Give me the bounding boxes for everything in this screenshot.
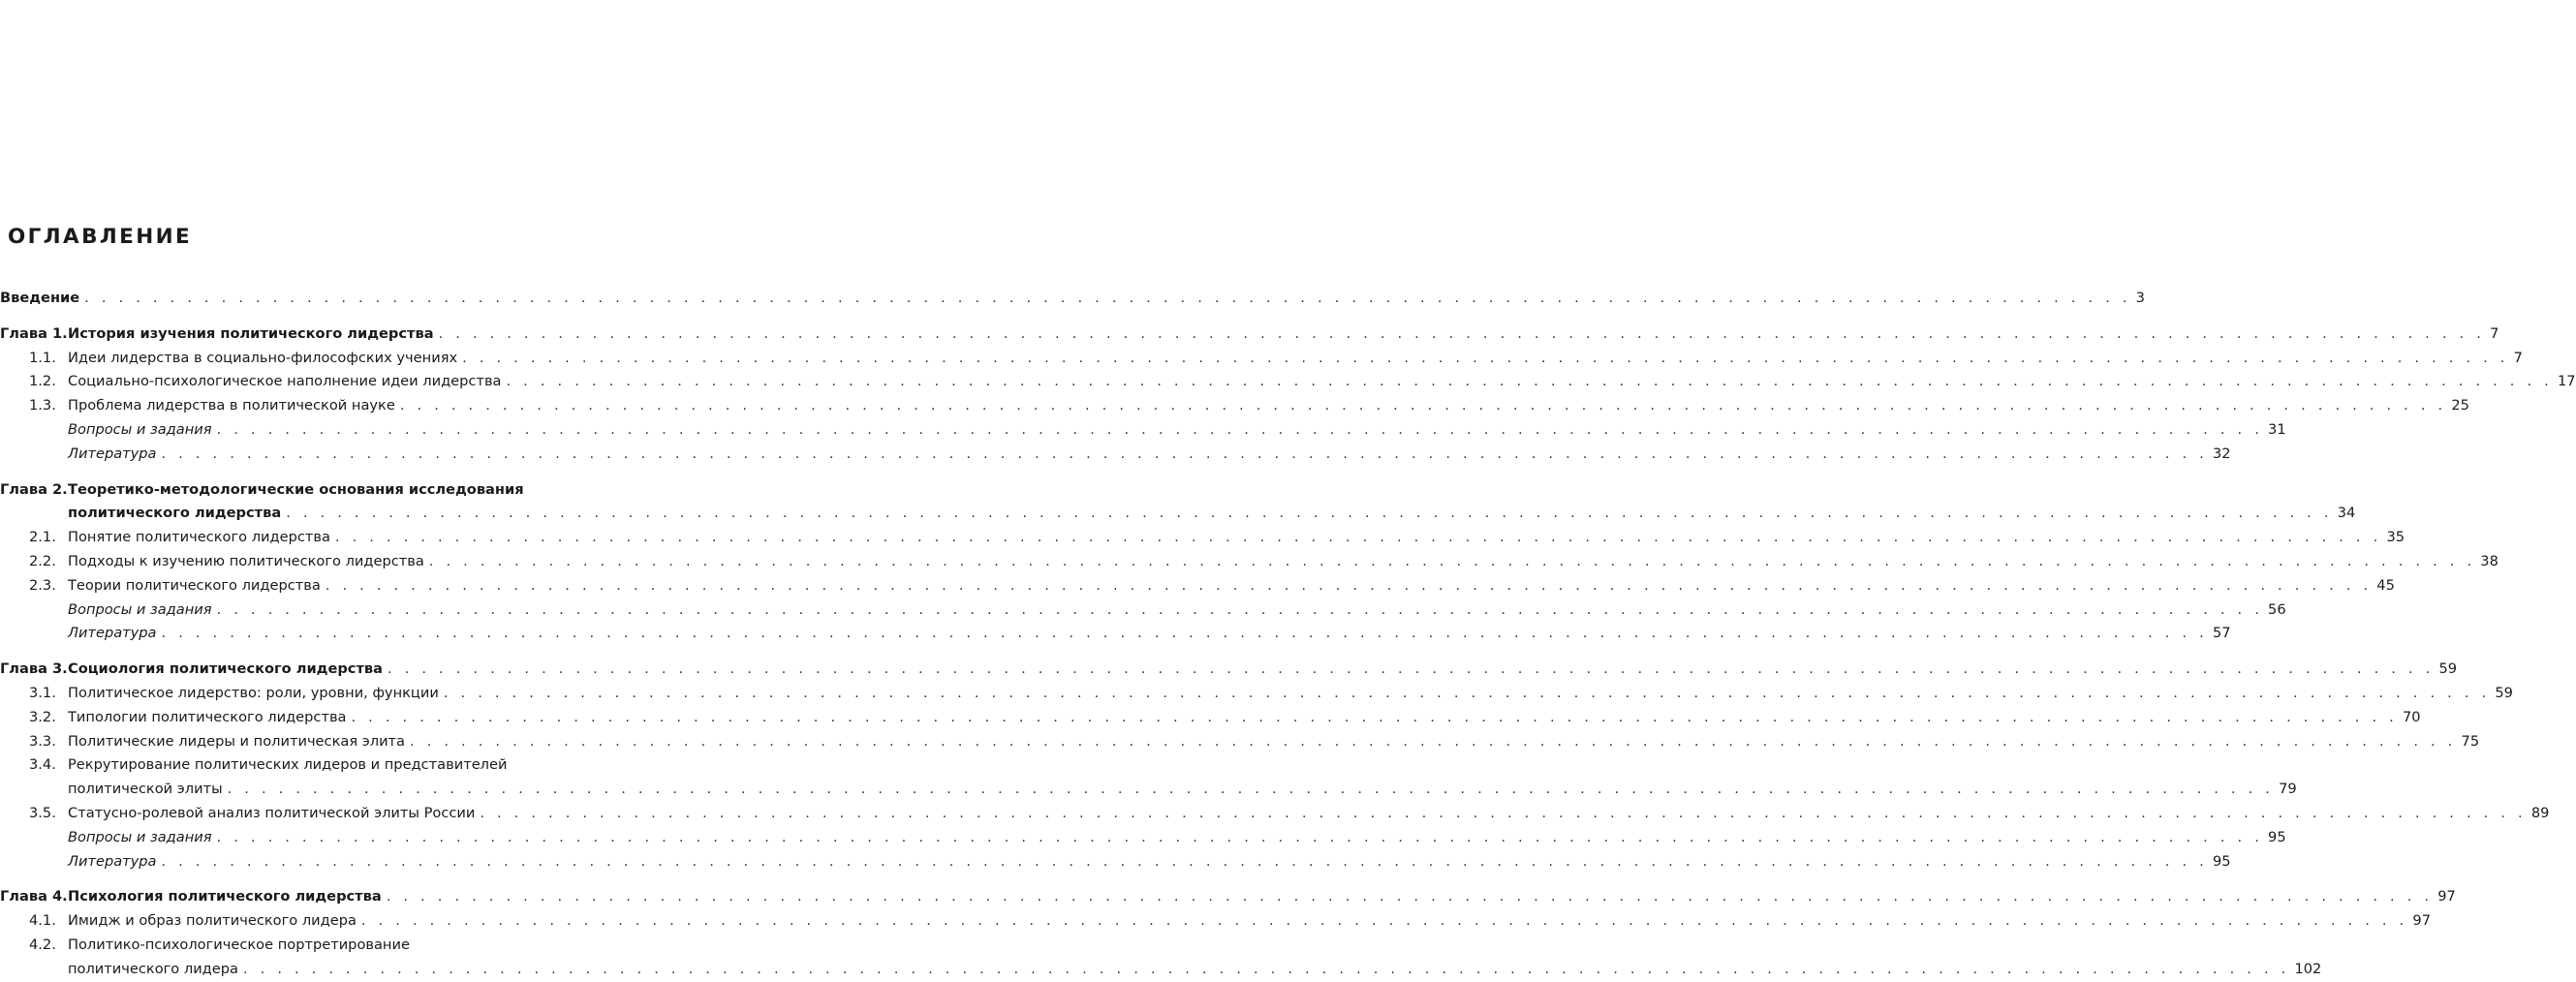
toc-entry-section[interactable] (0, 682, 2513, 706)
toc-gap (0, 311, 581, 322)
toc-entry-section[interactable] (0, 526, 2405, 550)
toc-entry-item[interactable] (0, 850, 2231, 875)
toc-entry-label: Социально-психологическое наполнение идеи лидерства (68, 373, 502, 390)
toc-entry-number: 3.2. (29, 708, 56, 725)
toc-entry-page: 7 (2490, 324, 2499, 342)
toc-entry-label: Социология политического лидерства (68, 660, 383, 678)
toc-entry-number: 2.3. (29, 576, 56, 594)
toc-entry-label-first-line: Рекрутирование политических лидеров и представителей (68, 756, 508, 774)
dot-leader: . . . . . . . . . . . . . . . . . . . . . . . . . . . . . . . . . . . . . . . . . . . . . . . . . . . . . . . . . . . . . . . . . . . . . . . . . . . . . . . . . . . . . . . . . . . . . . . . . . . . . . . . . . . . . . . . . . . . . . . . (227, 781, 2275, 798)
toc-entry-section[interactable] (0, 394, 2469, 418)
toc-entry-number: 2.2. (29, 552, 56, 569)
toc-entry-number: 4.1. (29, 912, 56, 930)
toc-entry-label: Политические лидеры и политическая элита (68, 732, 406, 750)
toc-entry-page: 102 (2294, 960, 2322, 977)
toc-entry-number: 2.1. (29, 529, 56, 546)
toc-entry-page: 34 (2337, 505, 2356, 522)
toc-entry-page: 95 (2268, 828, 2286, 845)
toc-entry-label: История изучения политического лидерства (68, 324, 434, 342)
toc-entry-label: политической элиты (68, 781, 223, 798)
toc-entry-number: 3.1. (29, 684, 56, 701)
toc-entry-item[interactable] (0, 418, 2286, 443)
toc-entry-label: Теории политического лидерства (68, 576, 321, 594)
toc-entry-label: Типологии политического лидерства (68, 708, 347, 725)
toc-entry-page: 59 (2438, 660, 2458, 678)
toc-entry-number: Глава 1. (0, 324, 68, 342)
toc-entry-chapter[interactable] (0, 658, 2458, 682)
toc-entry-label: Литература (68, 625, 157, 642)
dot-leader: . . . . . . . . . . . . . . . . . . . . . . . . . . . . . . . . . . . . . . . . . . . . . . . . . . . . . . . . . . . . . . . . . . . . . . . . . . . . . . . . . . . . . . . . . . . . . . . . . . . . . . . . . . . . . . . . . . . . . . . . (443, 684, 2491, 701)
toc-entry-page: 32 (2213, 445, 2231, 462)
toc-entry-number: 1.1. (29, 349, 56, 366)
dot-leader: . . . . . . . . . . . . . . . . . . . . . . . . . . . . . . . . . . . . . . . . . . . . . . . . . . . . . . . . . . . . . . . . . . . . . . . . . . . . . . . . . . . . . . . . . . . . . . . . . . . . . . . . . . . . . . . . . . . . . . . . (351, 708, 2399, 725)
toc-entry-label: Литература (68, 852, 157, 870)
dot-leader: . . . . . . . . . . . . . . . . . . . . . . . . . . . . . . . . . . . . . . . . . . . . . . . . . . . . . . . . . . . . . . . . . . . . . . . . . . . . . . . . . . . . . . . . . . . . . . . . . . . . . . . . . . . . . . . . . . . . . . . . (428, 552, 2476, 569)
toc-entry-number: Глава 3. (0, 660, 68, 678)
toc-entry-page: 70 (2403, 708, 2421, 725)
toc-entry-section[interactable] (0, 550, 2498, 574)
toc-entry-number: 3.3. (29, 732, 56, 750)
toc-entry-section[interactable] (0, 370, 2576, 394)
toc-entry-page: 56 (2268, 600, 2286, 618)
toc-entry-page: 25 (2451, 397, 2469, 414)
toc-entry-label: Введение (0, 290, 80, 306)
toc-entry-number: 1.3. (29, 397, 56, 414)
toc-entry-label: Вопросы и задания (68, 828, 212, 845)
toc-entry-label-first-line: Политико-психологическое портретирование (68, 936, 410, 953)
toc-entry-label: Понятие политического лидерства (68, 529, 330, 546)
toc-entry-page: 57 (2213, 625, 2231, 642)
toc-entry-label: Имидж и образ политического лидера (68, 912, 357, 930)
toc-entry-label: политического лидера (68, 960, 238, 977)
toc-entry-page: 17 (2558, 373, 2576, 390)
toc-entry-section[interactable] (0, 730, 2480, 754)
dot-leader: . . . . . . . . . . . . . . . . . . . . . . . . . . . . . . . . . . . . . . . . . . . . . . . . . . . . . . . . . . . . . . . . . . . . . . . . . . . . . . . . . . . . . . . . . . . . . . . . . . . . . . . . . . . . . . . . . . . . . . . . (334, 529, 2382, 546)
dot-leader: . . . . . . . . . . . . . . . . . . . . . . . . . . . . . . . . . . . . . . . . . . . . . . . . . . . . . . . . . . . . . . . . . . . . . . . . . . . . . . . . . . . . . . . . . . . . . . . . . . . . . . . . . . . . . . . . . . . . . . . . (386, 888, 2434, 905)
dot-leader: . . . . . . . . . . . . . . . . . . . . . . . . . . . . . . . . . . . . . . . . . . . . . . . . . . . . . . . . . . . . . . . . . . . . . . . . . . . . . . . . . . . . . . . . . . . . . . . . . . . . . . . . . . . . . . . . . . . . . . . . (216, 828, 2264, 845)
toc-entry-label: Политическое лидерство: роли, уровни, функции (68, 684, 439, 701)
toc-entry-item[interactable] (0, 598, 2286, 623)
dot-leader: . . . . . . . . . . . . . . . . . . . . . . . . . . . . . . . . . . . . . . . . . . . . . . . . . . . . . . . . . . . . . . . . . . . . . . . . . . . . . . . . . . . . . . . . . . . . . . . . . . . . . . . . . . . . . . . . . . . . . . . . (388, 660, 2435, 678)
toc-entry-section[interactable] (0, 802, 2550, 826)
dot-leader: . . . . . . . . . . . . . . . . . . . . . . . . . . . . . . . . . . . . . . . . . . . . . . . . . . . . . . . . . . . . . . . . . . . . . . . . . . . . . . . . . . . . . . . . . . . . . . . . . . . . . . . . . . . . . . . . . . . . . . . . (462, 349, 2509, 366)
toc-entry-number: 3.4. (29, 756, 56, 774)
dot-leader: . . . . . . . . . . . . . . . . . . . . . . . . . . . . . . . . . . . . . . . . . . . . . . . . . . . . . . . . . . . . . . . . . . . . . . . . . . . . . . . . . . . . . . . . . . . . . . . . . . . . . . . . . . . . . . . . . . . . . . . . (286, 505, 2333, 522)
dot-leader: . . . . . . . . . . . . . . . . . . . . . . . . . . . . . . . . . . . . . . . . . . . . . . . . . . . . . . . . . . . . . . . . . . . . . . . . . . . . . . . . . . . . . . . . . . . . . . . . . . . . . . . . . . . . . . . . . . . . . . . . (506, 373, 2554, 390)
dot-leader: . . . . . . . . . . . . . . . . . . . . . . . . . . . . . . . . . . . . . . . . . . . . . . . . . . . . . . . . . . . . . . . . . . . . . . . . . . . . . . . . . . . . . . . . . . . . . . . . . . . . . . . . . . . . . . . . . . . . . . . . (84, 290, 2131, 306)
toc-entry-section[interactable] (0, 934, 2322, 982)
toc-entry-page: 95 (2213, 852, 2231, 870)
dot-leader: . . . . . . . . . . . . . . . . . . . . . . . . . . . . . . . . . . . . . . . . . . . . . . . . . . . . . . . . . . . . . . . . . . . . . . . . . . . . . . . . . . . . . . . . . . . . . . . . . . . . . . . . . . . . . . . . . . . . . . . . (242, 960, 2290, 977)
toc-title: ОГЛАВЛЕНИЕ (8, 225, 193, 249)
toc-entry-section[interactable] (0, 706, 2421, 730)
toc-entry-page: 75 (2461, 732, 2480, 750)
toc-entry-page: 79 (2279, 781, 2297, 798)
toc-entry-label: Вопросы и задания (68, 420, 212, 438)
toc-entry-label: Литература (68, 445, 157, 462)
toc-entry-section[interactable] (0, 347, 2523, 371)
toc-entry-chapter[interactable] (0, 478, 2356, 527)
dot-leader: . . . . . . . . . . . . . . . . . . . . . . . . . . . . . . . . . . . . . . . . . . . . . . . . . . . . . . . . . . . . . . . . . . . . . . . . . . . . . . . . . . . . . . . . . . . . . . . . . . . . . . . . . . . . . . . . . . . . . . . . (216, 420, 2264, 438)
dot-leader: . . . . . . . . . . . . . . . . . . . . . . . . . . . . . . . . . . . . . . . . . . . . . . . . . . . . . . . . . . . . . . . . . . . . . . . . . . . . . . . . . . . . . . . . . . . . . . . . . . . . . . . . . . . . . . . . . . . . . . . . (480, 804, 2527, 821)
toc-entry-item[interactable] (0, 622, 2231, 646)
toc-entry-page: 97 (2412, 912, 2431, 930)
toc-entry-label-first-line: Теоретико-методологические основания исследования (68, 480, 524, 498)
toc-entry-number: 3.5. (29, 804, 56, 821)
toc-gap (0, 646, 581, 658)
toc-entry-label: Психология политического лидерства (68, 888, 382, 905)
toc-entry-page: 35 (2386, 529, 2405, 546)
toc-entry-page: 89 (2530, 804, 2550, 821)
toc-gap (0, 874, 581, 885)
toc-entry-label: Идеи лидерства в социально-философских учениях (68, 349, 458, 366)
toc-entry-section[interactable] (0, 753, 2297, 802)
toc-entry-label: Вопросы и задания (68, 600, 212, 618)
toc-entry-label: Статусно-ролевой анализ политической элиты России (68, 804, 476, 821)
dot-leader: . . . . . . . . . . . . . . . . . . . . . . . . . . . . . . . . . . . . . . . . . . . . . . . . . . . . . . . . . . . . . . . . . . . . . . . . . . . . . . . . . . . . . . . . . . . . . . . . . . . . . . . . . . . . . . . . . . . . . . . . (360, 912, 2408, 930)
toc-entry-section[interactable] (0, 574, 2395, 598)
toc-entry-number: 1.2. (29, 373, 56, 390)
dot-leader: . . . . . . . . . . . . . . . . . . . . . . . . . . . . . . . . . . . . . . . . . . . . . . . . . . . . . . . . . . . . . . . . . . . . . . . . . . . . . . . . . . . . . . . . . . . . . . . . . . . . . . . . . . . . . . . . . . . . . . . . (325, 576, 2373, 594)
toc-entry-intro[interactable] (0, 287, 2145, 311)
toc-entry-page: 7 (2513, 349, 2523, 366)
toc-entry-page: 3 (2135, 290, 2145, 306)
toc-entry-chapter[interactable] (0, 885, 2456, 909)
toc-entry-number: Глава 2. (0, 480, 68, 498)
toc-entry-chapter[interactable] (0, 322, 2499, 347)
toc-entry-page: 45 (2376, 576, 2395, 594)
toc-entry-label: политического лидерства (68, 505, 282, 522)
toc-entry-page: 31 (2268, 420, 2286, 438)
toc-entry-label: Подходы к изучению политического лидерства (68, 552, 424, 569)
dot-leader: . . . . . . . . . . . . . . . . . . . . . . . . . . . . . . . . . . . . . . . . . . . . . . . . . . . . . . . . . . . . . . . . . . . . . . . . . . . . . . . . . . . . . . . . . . . . . . . . . . . . . . . . . . . . . . . . . . . . . . . . (161, 445, 2209, 462)
dot-leader: . . . . . . . . . . . . . . . . . . . . . . . . . . . . . . . . . . . . . . . . . . . . . . . . . . . . . . . . . . . . . . . . . . . . . . . . . . . . . . . . . . . . . . . . . . . . . . . . . . . . . . . . . . . . . . . . . . . . . . . . (410, 732, 2457, 750)
dot-leader: . . . . . . . . . . . . . . . . . . . . . . . . . . . . . . . . . . . . . . . . . . . . . . . . . . . . . . . . . . . . . . . . . . . . . . . . . . . . . . . . . . . . . . . . . . . . . . . . . . . . . . . . . . . . . . . . . . . . . . . . (216, 600, 2264, 618)
toc-entry-number: Глава 4. (0, 888, 68, 905)
dot-leader: . . . . . . . . . . . . . . . . . . . . . . . . . . . . . . . . . . . . . . . . . . . . . . . . . . . . . . . . . . . . . . . . . . . . . . . . . . . . . . . . . . . . . . . . . . . . . . . . . . . . . . . . . . . . . . . . . . . . . . . . (399, 397, 2447, 414)
table-of-contents (0, 287, 2576, 982)
toc-entry-item[interactable] (0, 826, 2286, 850)
toc-entry-section[interactable] (0, 909, 2431, 934)
dot-leader: . . . . . . . . . . . . . . . . . . . . . . . . . . . . . . . . . . . . . . . . . . . . . . . . . . . . . . . . . . . . . . . . . . . . . . . . . . . . . . . . . . . . . . . . . . . . . . . . . . . . . . . . . . . . . . . . . . . . . . . . (161, 852, 2209, 870)
toc-entry-number: 4.2. (29, 936, 56, 953)
toc-gap (0, 467, 581, 478)
dot-leader: . . . . . . . . . . . . . . . . . . . . . . . . . . . . . . . . . . . . . . . . . . . . . . . . . . . . . . . . . . . . . . . . . . . . . . . . . . . . . . . . . . . . . . . . . . . . . . . . . . . . . . . . . . . . . . . . . . . . . . . . (438, 324, 2486, 342)
toc-entry-page: 38 (2480, 552, 2498, 569)
toc-entry-page: 97 (2437, 888, 2456, 905)
toc-entry-label: Проблема лидерства в политической науке (68, 397, 395, 414)
toc-entry-page: 59 (2495, 684, 2513, 701)
dot-leader: . . . . . . . . . . . . . . . . . . . . . . . . . . . . . . . . . . . . . . . . . . . . . . . . . . . . . . . . . . . . . . . . . . . . . . . . . . . . . . . . . . . . . . . . . . . . . . . . . . . . . . . . . . . . . . . . . . . . . . . . (161, 625, 2209, 642)
toc-entry-item[interactable] (0, 443, 2231, 467)
